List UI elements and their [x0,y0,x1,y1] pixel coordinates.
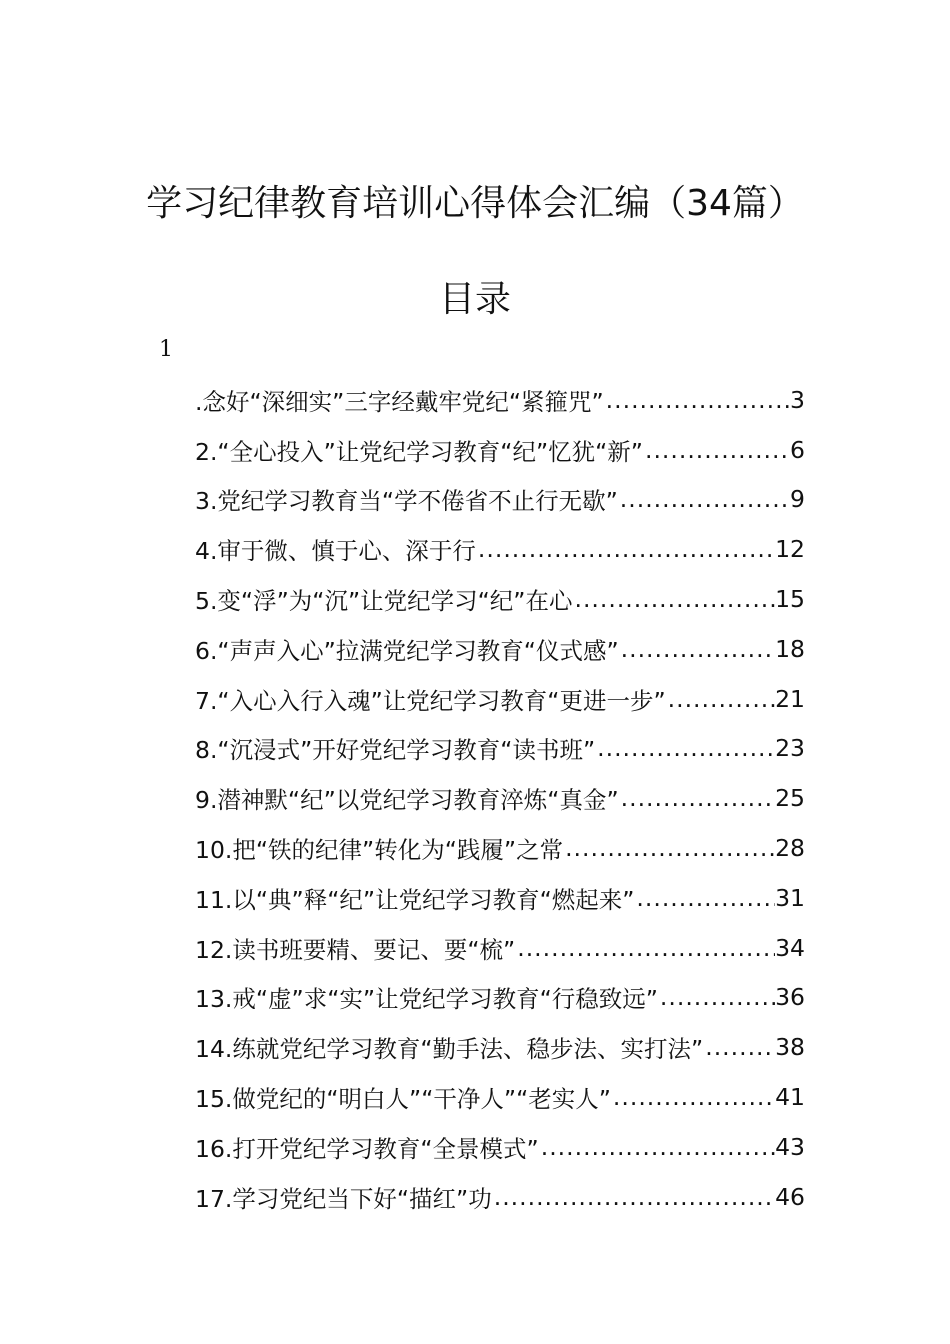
toc-leader-dots [703,1033,775,1061]
toc-entry-title: 5.变“浮”为“沉”让党纪学习“纪”在心 [195,587,573,616]
toc-entry[interactable] [195,873,805,923]
toc-entry-page: 28 [775,834,805,863]
toc-entry-page: 6 [790,435,805,464]
toc-entry[interactable] [195,624,805,674]
toc-entry-title: 15.做党纪的“明白人”“干净人”“老实人” [195,1085,611,1114]
toc-entry-page: 34 [775,933,805,962]
toc-entry[interactable] [195,724,805,774]
toc-entry-title: 11.以“典”释“纪”让党纪学习教育“燃起来” [195,885,635,914]
table-of-contents [195,375,805,1222]
toc-entry[interactable] [195,923,805,973]
toc-entry[interactable] [195,973,805,1023]
toc-leader-dots [515,934,775,962]
toc-entry-title: 17.学习党纪当下好“描红”功 [195,1184,492,1213]
toc-entry-title: 12.读书班要精、要记、要“梳” [195,935,516,964]
toc-entry-page: 46 [775,1182,805,1211]
toc-entry-page: 9 [790,485,805,514]
toc-entry[interactable] [195,674,805,724]
toc-entry-title: 6.“声声入心”拉满党纪学习教育“仪式感” [195,636,619,665]
toc-entry-title: 8.“沉浸式”开好党纪学习教育“读书班” [195,736,596,765]
toc-entry-page: 3 [790,385,805,414]
toc-leader-dots [619,635,775,663]
toc-entry-page: 15 [775,585,805,614]
toc-entry-page: 36 [775,983,805,1012]
toc-entry-title: 14.练就党纪学习教育“勤手法、稳步法、实打法” [195,1035,704,1064]
toc-entry-page: 43 [775,1132,805,1161]
toc-entry-title: 9.潜神默“纪”以党纪学习教育淬炼“真金” [195,786,619,815]
toc-entry-page: 18 [775,634,805,663]
toc-entry-title: 16.打开党纪学习教育“全景模式” [195,1134,539,1163]
toc-leader-dots [618,485,790,513]
toc-leader-dots [563,834,775,862]
toc-entry-title: 4.审于微、慎于心、深于行 [195,537,476,566]
toc-entry-title: 13.戒“虚”求“实”让党纪学习教育“行稳致远” [195,985,658,1014]
toc-entry[interactable] [195,1122,805,1172]
toc-entry-page: 21 [775,684,805,713]
toc-leader-dots [619,784,775,812]
toc-entry-title: 2.“全心投入”让党纪学习教育“纪”忆犹“新” [195,437,643,466]
toc-entry-page: 41 [775,1083,805,1112]
toc-leader-dots [634,884,775,912]
toc-entry[interactable] [195,375,805,425]
toc-heading: 目录 [438,279,511,320]
toc-entry-page: 25 [775,784,805,813]
toc-leader-dots [643,436,790,464]
toc-entry[interactable] [195,1022,805,1072]
toc-leader-dots [572,585,775,613]
document-title: 学习纪律教育培训心得体会汇编（34篇） [146,183,804,224]
toc-entry[interactable] [195,823,805,873]
page-marker: 1 [159,337,173,362]
toc-leader-dots [476,535,775,563]
toc-entry-title: .念好“深细实”三字经戴牢党纪“紧箍咒” [195,387,604,416]
toc-entry[interactable] [195,524,805,574]
toc-entry-page: 31 [775,883,805,912]
toc-entry-page: 23 [775,734,805,763]
toc-entry[interactable] [195,1072,805,1122]
toc-leader-dots [666,685,775,713]
toc-entry-title: 7.“入心入行入魂”让党纪学习教育“更进一步” [195,686,666,715]
toc-entry[interactable] [195,773,805,823]
toc-leader-dots [658,983,775,1011]
toc-entry[interactable] [195,574,805,624]
toc-leader-dots [595,734,775,762]
toc-entry[interactable] [195,1172,805,1222]
toc-entry[interactable] [195,425,805,475]
toc-entry-page: 38 [775,1033,805,1062]
toc-entry[interactable] [195,475,805,525]
toc-entry-title: 3.党纪学习教育当“学不倦省不止行无歇” [195,487,618,516]
toc-leader-dots [611,1083,775,1111]
toc-entry-title: 10.把“铁的纪律”转化为“践履”之常 [195,836,564,865]
toc-leader-dots [539,1133,775,1161]
toc-leader-dots [604,386,790,414]
toc-entry-page: 12 [775,535,805,564]
toc-leader-dots [492,1183,775,1211]
